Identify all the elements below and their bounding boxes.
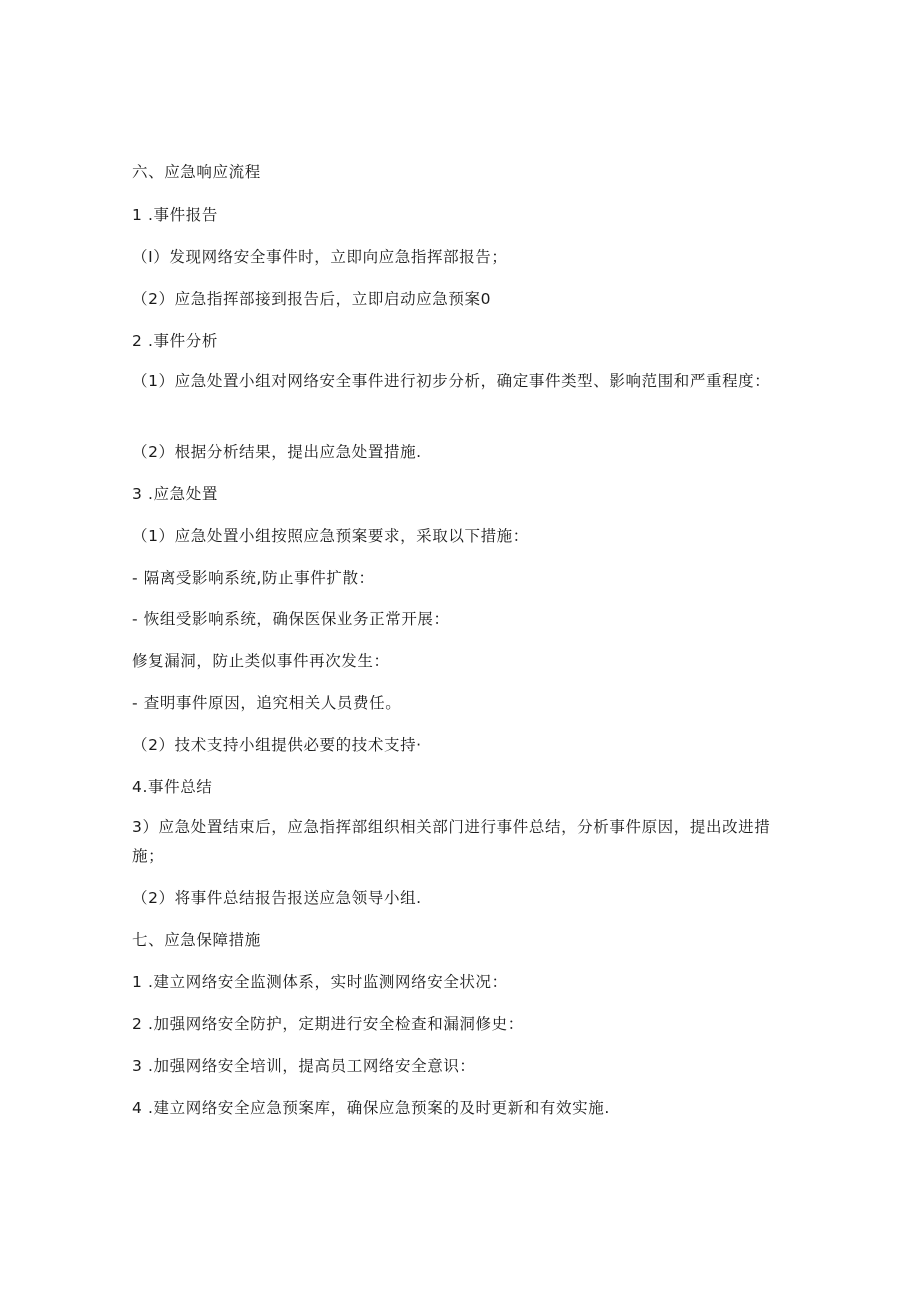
subheading-event-analysis: 2 .事件分析 [132,332,218,350]
subheading-event-report: 1 .事件报告 [132,206,218,224]
bullet-line: - 查明事件原因，追究相关人员费任。 [132,694,402,712]
list-item: 4 .建立网络安全应急预案库，确保应急预案的及时更新和有效实施. [132,1099,610,1117]
paragraph-line: （I）发现网络安全事件时，立即向应急指挥部报告； [132,248,508,266]
paragraph-line: （2）将事件总结报告报送应急领导小组. [132,889,422,907]
bullet-line: - 隔离受影响系统,防止事件扩散： [132,569,375,587]
paragraph-line: （2）应急指挥部接到报告后，立即启动应急预案0 [132,290,492,308]
subheading-emergency-handling: 3 .应急处置 [132,485,218,503]
paragraph-line: （1）应急处置小组按照应急预案要求，采取以下措施： [132,527,529,545]
paragraph-line: （2）根据分析结果，提出应急处置措施. [132,443,422,461]
paragraph-line: 3）应急处置结束后，应急指挥部组织相关部门进行事件总结，分析事件原因，提出改进措施； [132,818,771,865]
section-heading-6: 六、应急响应流程 [132,163,261,181]
bullet-line: - 恢组受影响系统，确保医保业务正常开展： [132,610,450,628]
list-item: 2 .加强网络安全防护，定期进行安全检查和漏洞修史： [132,1015,524,1033]
paragraph-line: （1）应急处置小组对网络安全事件进行初步分析，确定事件类型、影响范围和严重程度： [132,372,771,390]
subheading-event-summary: 4.事件总结 [132,778,213,796]
bullet-line: 修复漏洞，防止类似事件再次发生： [132,652,390,670]
list-item: 1 .建立网络安全监测体系，实时监测网络安全状况： [132,973,508,991]
paragraph-line: （2）技术支持小组提供必要的技术支持· [132,736,422,754]
section-heading-7: 七、应急保障措施 [132,931,261,949]
list-item: 3 .加强网络安全培训，提高员工网络安全意识： [132,1057,476,1075]
